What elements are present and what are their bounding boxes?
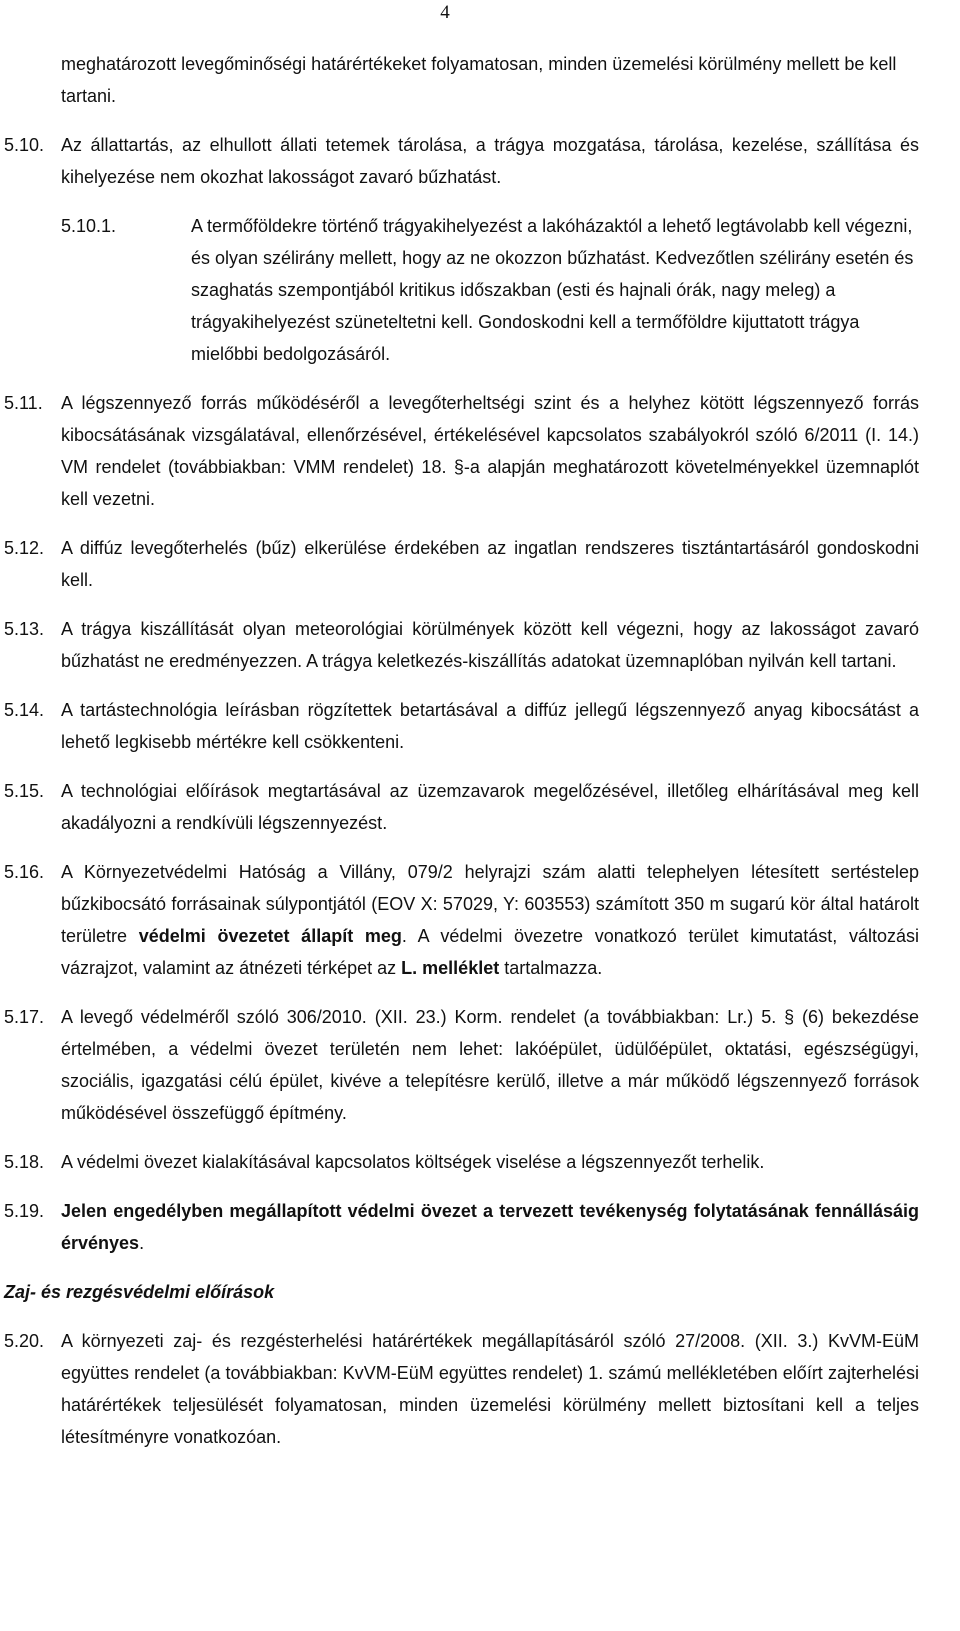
intro-text: meghatározott levegőminőségi határértékeket folyamatosan, minden üzemelési körülmény mellett be kell tartani.: [61, 54, 897, 106]
paragraph-number: 5.13.: [4, 619, 45, 639]
paragraph-number: 5.20.: [4, 1331, 45, 1351]
text-segment: A Környezetvédelmi Hatóság a Villány, 079/2 helyrajzi szám alatti telephelyen létesített sertéstelep bűzkibocsátó forrásainak súlypontjától (EOV X: 57029, Y: 603553) számított 350 m sugarú kör által határolt területre: [61, 862, 919, 946]
paragraph-5-20: [4, 1325, 919, 1453]
paragraph-text: A tartástechnológia leírásban rögzítettek betartásával a diffúz jellegű légszennyező anyag kibocsátást a lehető legkisebb mértékre kell csökkenteni.: [61, 700, 919, 752]
paragraph-5-10: [4, 129, 919, 193]
paragraph-text: A diffúz levegőterhelés (bűz) elkerülése érdekében az ingatlan rendszeres tisztántartásáról gondoskodni kell.: [61, 538, 919, 590]
paragraph-number: 5.16.: [4, 862, 45, 882]
paragraph-text: Az állattartás, az elhullott állati tetemek tárolása, a trágya mozgatása, tárolása, kezelése, szállítása és kihelyezése nem okozhat lakosságot zavaró bűzhatást.: [61, 135, 919, 187]
paragraph-text: A levegő védelméről szóló 306/2010. (XII. 23.) Korm. rendelet (a továbbiakban: Lr.) 5. § (6) bekezdése értelmében, a védelmi övezet területén nem lehet: lakóépület, üdülőépület, oktatási, egészségügyi, szociális, igazgatási célú épület, kivéve a telepítésre kerülő, illetve a már működő légszennyező források működésével összefüggő építmény.: [61, 1007, 919, 1123]
paragraph-number: 5.18.: [4, 1152, 45, 1172]
paragraph-text: A technológiai előírások megtartásával az üzemzavarok megelőzésével, illetőleg elhárításával meg kell akadályozni a rendkívüli légszennyezést.: [61, 781, 919, 833]
paragraph-5-11: [4, 387, 919, 515]
paragraph-text: A légszennyező forrás működéséről a levegőterheltségi szint és a helyhez kötött légszennyező forrás kibocsátásának vizsgálatával, ellenőrzésével, értékelésével kapcsolatos szabályokról szóló 6/2011 (I. 14.) VM rendelet (továbbiakban: VMM rendelet) 18. §-a alapján meghatározott követelményekkel üzemnaplót kell vezetni.: [61, 393, 919, 509]
section-heading: Zaj- és rezgésvédelmi előírások: [4, 1282, 275, 1302]
paragraph-text: A trágya kiszállítását olyan meteorológiai körülmények között kell végezni, hogy az lakosságot zavaró bűzhatást ne eredményezzen. A trágya keletkezés-kiszállítás adatokat üzemnaplóban nyilván kell tartani.: [61, 619, 919, 671]
paragraph-number: 5.19.: [4, 1201, 45, 1221]
text-segment: . A védelmi övezetre vonatkozó terület kimutatást, változási vázrajzot, valamint az átnézeti térképet az: [61, 926, 919, 978]
paragraph-text: A környezeti zaj- és rezgésterhelési határértékek megállapításáról szóló 27/2008. (XII. 3.) KvVM-EüM együttes rendelet (a továbbiakban: KvVM-EüM együttes rendelet) 1. számú mellékletében előírt zajterhelési határértékek teljesülését folyamatosan, minden üzemelési körülmény mellett biztosítani kell a teljes létesítményre vonatkozóan.: [61, 1331, 919, 1447]
paragraph-number: 5.10.: [4, 135, 45, 155]
paragraph-text: A védelmi övezet kialakításával kapcsolatos költségek viselése a légszennyezőt terhelik.: [61, 1152, 765, 1172]
paragraph-text: [61, 1195, 919, 1259]
paragraph-number: 5.17.: [4, 1007, 45, 1027]
bold-text: Jelen engedélyben megállapított védelmi övezet a tervezett tevékenység folytatásának fennállásáig érvényes: [61, 1201, 919, 1253]
bold-text: L. melléklet: [401, 958, 500, 978]
paragraph-5-14: [4, 694, 919, 758]
paragraph-5-19: [4, 1195, 919, 1259]
text-segment: .: [139, 1233, 145, 1253]
paragraph-5-15: [4, 775, 919, 839]
paragraph-number: 5.10.1.: [61, 216, 117, 236]
bold-text: védelmi övezetet állapít meg: [138, 926, 402, 946]
paragraph-5-10-1: [61, 210, 919, 370]
paragraph-5-18: [4, 1146, 919, 1178]
paragraph-5-16: [4, 856, 919, 984]
text-segment: tartalmazza.: [499, 958, 603, 978]
paragraph-text: A termőföldekre történő trágyakihelyezést a lakóházaktól a lehető legtávolabb kell végezni, és olyan szélirány mellett, hogy az ne okozzon bűzhatást. Kedvezőtlen szélirány esetén és szaghatás szempontjából kritikus időszakban (esti és hajnali órák, nagy meleg) a trágyakihelyezést szüneteltetni kell. Gondoskodni kell a termőföldre kijuttatott trágya mielőbbi bedolgozásáról.: [191, 216, 914, 364]
page-number: 4: [440, 2, 450, 23]
paragraph-5-12: [4, 532, 919, 596]
paragraph-number: 5.14.: [4, 700, 45, 720]
paragraph-number: 5.12.: [4, 538, 45, 558]
paragraph-number: 5.15.: [4, 781, 45, 801]
paragraph-text: [61, 856, 919, 984]
paragraph-5-17: [4, 1001, 919, 1129]
document-body: [4, 48, 919, 1470]
paragraph-5-13: [4, 613, 919, 677]
paragraph-number: 5.11.: [4, 393, 43, 413]
